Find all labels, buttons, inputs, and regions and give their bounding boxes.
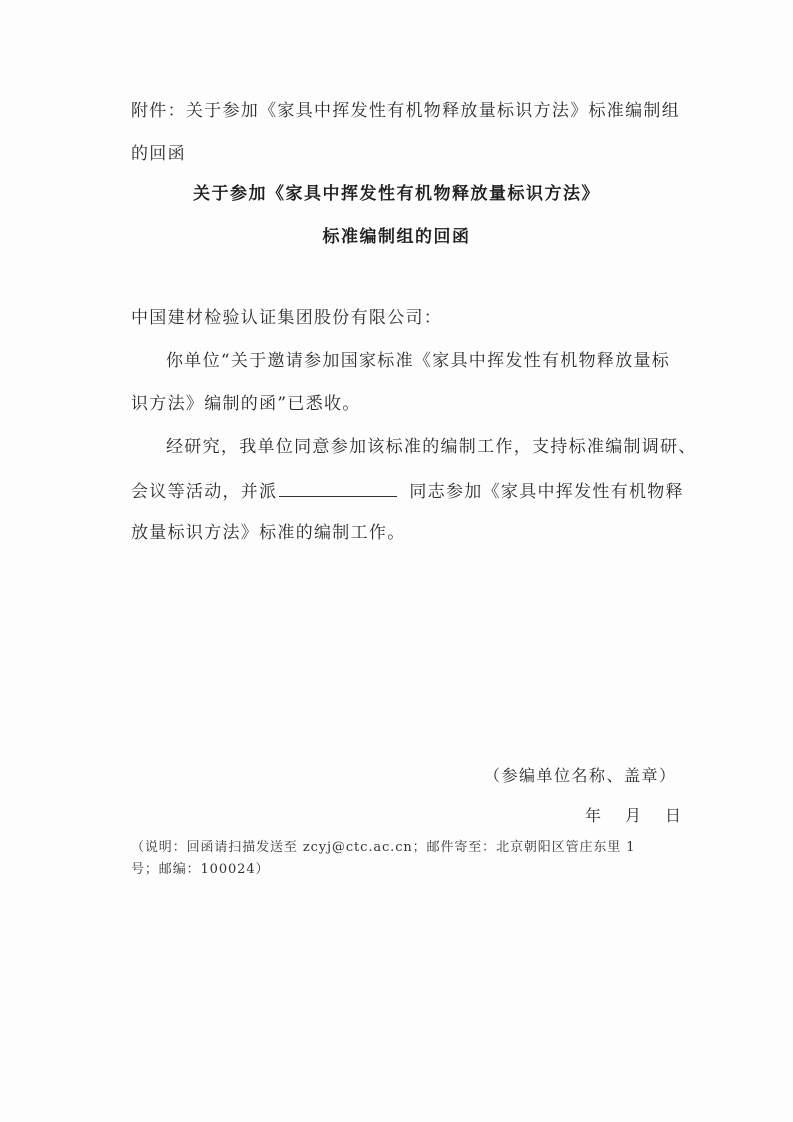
paragraph-2-line-2 — [131, 479, 684, 503]
salutation: 中国建材检验认证集团股份有限公司： — [131, 308, 443, 328]
signature-date: 年 月 日 — [585, 806, 686, 825]
paragraph-1-line-2: 识方法》编制的函”已悉收。 — [131, 394, 361, 414]
attachment-line-2: 的回函 — [131, 144, 186, 164]
paragraph-2-line-2-start: 会议等活动，并派 — [131, 482, 278, 502]
paragraph-2-line-3: 放量标识方法》标准的编制工作。 — [131, 523, 406, 543]
letter-title-line-1: 关于参加《家具中挥发性有机物释放量标识方法》 — [193, 184, 600, 204]
signature-unit: （参编单位名称、盖章） — [484, 766, 677, 785]
letter-title-line-2: 标准编制组的回函 — [322, 227, 471, 247]
note-line-1: （说明：回函请扫描发送至 zcyj@ctc.ac.cn；邮件寄至：北京朝阳区管庄东里 1 — [131, 840, 636, 855]
paragraph-1-line-1: 你单位“关于邀请参加国家标准《家具中挥发性有机物释放量标 — [166, 351, 671, 371]
note-line-2: 号；邮编：100024） — [131, 862, 270, 877]
paragraph-2-line-2-end: 同志参加《家具中挥发性有机物释 — [409, 482, 684, 502]
delegate-name-blank[interactable] — [279, 479, 397, 497]
attachment-line-1: 附件：关于参加《家具中挥发性有机物释放量标识方法》标准编制组 — [131, 101, 680, 121]
paragraph-2-line-1: 经研究，我单位同意参加该标准的编制工作，支持标准编制调研、 — [166, 437, 697, 457]
